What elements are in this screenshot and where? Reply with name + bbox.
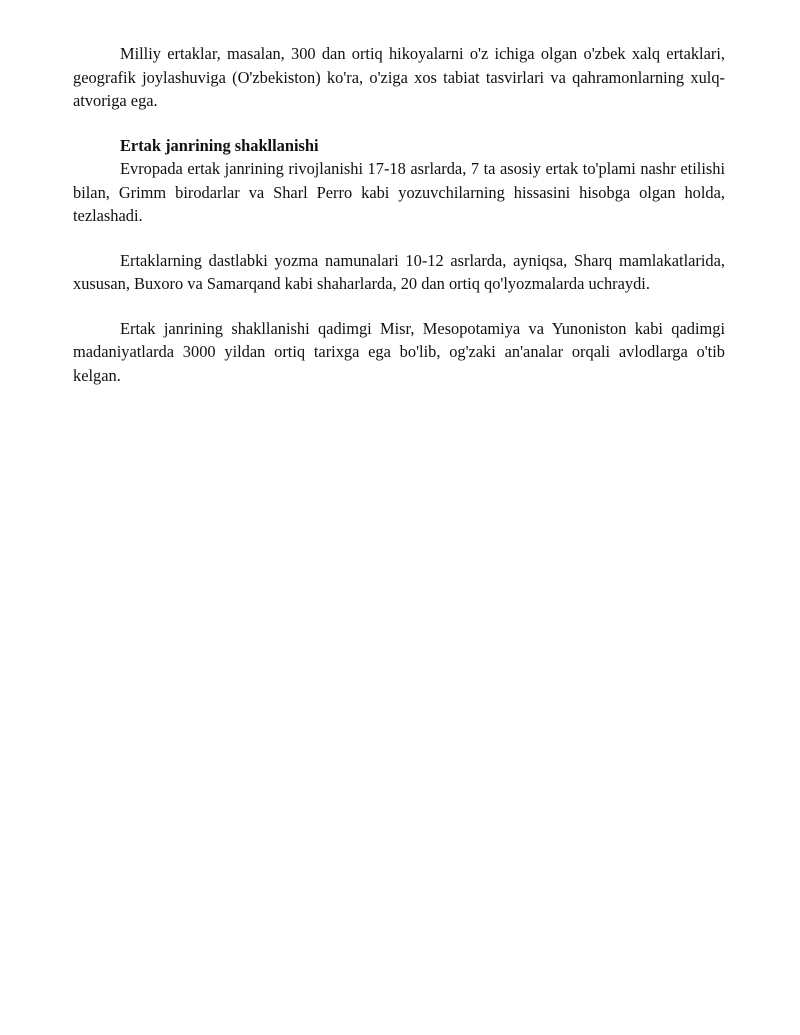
paragraph-national-tales: Milliy ertaklar, masalan, 300 dan ortiq hikoyalarni o'z ichiga olgan o'zbek xalq ertaklari, geografik joylashuviga (O'zbekiston) ko'ra, o'ziga xos tabiat tasvirlari va qahramonlarning xulq-atvoriga ega. xyxy=(73,44,725,110)
document-page xyxy=(73,42,725,387)
paragraph-early-written-samples: Ertaklarning dastlabki yozma namunalari 10-12 asrlarda, ayniqsa, Sharq mamlakatlarida, xususan, Buxoro va Samarqand kabi shaharlarda, 20 dan ortiq qo'lyozmalarda uchraydi. xyxy=(73,250,725,293)
paragraph-ancient-origins: Ertak janrining shakllanishi qadimgi Misr, Mesopotamiya va Yunoniston kabi qadimgi madaniyatlarda 3000 yildan ortiq tarixga ega bo'lib, og'zaki an'analar orqali avlodlarga o'tib kelgan. xyxy=(73,318,725,385)
section-heading: Ertak janrining shakllanishi xyxy=(120,135,319,155)
paragraph-europe-development: Evropada ertak janrining rivojlanishi 17-18 asrlarda, 7 ta asosiy ertak to'plami nashr etilishi bilan, Grimm birodarlar va Sharl Perro kabi yozuvchilarning hissasini hisobga olgan holda, tezlashadi. xyxy=(73,159,725,225)
